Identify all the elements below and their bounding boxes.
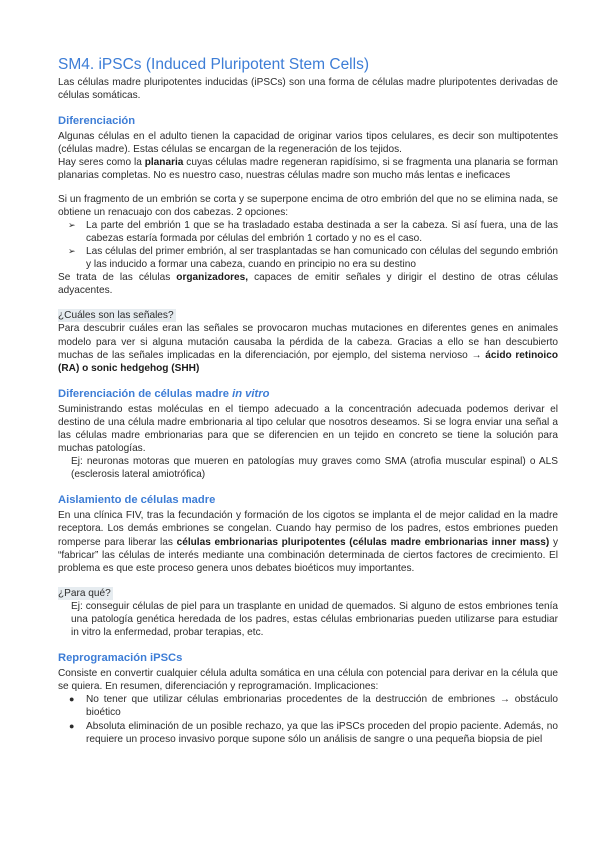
- aislamiento-example: Ej: conseguir células de piel para un trasplante en unidad de quemados. Si alguno de estos embriones tenía una patología genética heredada de los padres, estas células embrionarias pueden utilizarse para estudiar in vitro la enfermedad, probar terapias, etc.: [71, 600, 558, 639]
- section-heading-reprogramacion: Reprogramación iPSCs: [58, 652, 183, 665]
- in-vitro-paragraph: Suministrando estas moléculas en el tiempo adecuado a la concentración adecuada podemos derivar el destino de una célula madre embrionaria al tipo celular que nosotros deseamos. Si se logra enviar una señal a las células madre embrionarias para que se diferencien en un tejido en concreto se tiene la solución para muchas patologías.: [58, 403, 558, 455]
- pluripotent-cells-term: células embrionarias pluripotentes (células madre embrionarias inner mass): [176, 536, 550, 548]
- section-heading-diferenciacion: Diferenciación: [58, 115, 136, 128]
- arrow-bullet-icon: ➢: [68, 245, 76, 256]
- bullet-icon: ●: [69, 720, 75, 731]
- arrow-bullet-icon: ➢: [68, 219, 76, 230]
- diferenciacion-paragraph-2: Hay seres como la planaria cuyas células madre regeneran rapidísimo, si se fragmenta una planaria se forman planarias completas. No es nuestro caso, nuestras células madre son mucho más lentas e ineficaces: [58, 157, 558, 182]
- aislamiento-paragraph: En una clínica FIV, tras la fecundación y formación de los cigotos se implanta el de mejor calidad en la madre receptora. Los demás embriones se congelan. Cuando hay permiso de los padres, estos embriones pueden romperse para liberar las células embrionarias pluripotentes (células madre embrionarias inner mass) y “fabricar” las células de interés mediante una combinación determinada de ciertos factores de crecimiento. El problema es que este proceso genera unos debates bioéticos muy importantes.: [58, 510, 558, 574]
- intro-paragraph: Las células madre pluripotentes inducidas (iPSCs) son una forma de células madre pluripotentes derivadas de células somáticas.: [58, 77, 558, 102]
- bullet-icon: ●: [69, 694, 75, 705]
- option-item: ➢ Las células del primer embrión, al ser trasplantadas se han comunicado con células del segundo embrión y las inducido a formar una cabeza, cuando en principio no era su destino: [68, 245, 558, 271]
- diferenciacion-paragraph-5: Para descubrir cuáles eran las señales se provocaron muchas mutaciones en diferentes genes en animales modelo para ver si alguna mutación causaba la pérdida de la cabeza. Gracias a ello se han descubierto muchas de las señales implicadas en la diferenciación, por ejemplo, del sistema nervioso → ácido retinoico (RA) o sonic hedgehog (SHH): [58, 323, 558, 374]
- question-para-que: ¿Para qué?: [58, 587, 111, 599]
- signals-term: ácido retinoico (RA) o sonic hedgehog (SHH): [58, 349, 558, 374]
- planaria-term: planaria: [144, 157, 184, 169]
- options-list: [58, 219, 558, 271]
- section-heading-in-vitro: Diferenciación de células madre in vitro: [58, 387, 270, 400]
- question-senales: ¿Cuáles son las señales?: [58, 310, 174, 322]
- page-title: SM4. iPSCs (Induced Pluripotent Stem Cells): [58, 56, 369, 73]
- reprogramacion-paragraph: Consiste en convertir cualquier célula adulta somática en una célula con potencial para derivar en la célula que se quiera. En resumen, diferenciación y reprogramación. Implicaciones:: [58, 668, 558, 693]
- option-item: ➢ La parte del embrión 1 que se ha trasladado estaba destinada a ser la cabeza. Si así fuera, una de las cabezas estaría formada por células del embrión 1 cortado y no es el caso.: [68, 219, 558, 244]
- diferenciacion-paragraph-3: Si un fragmento de un embrión se corta y se superpone encima de otro embrión del que no se elimina nada, se obtiene un renacuajo con dos cabezas. 2 opciones:: [58, 193, 558, 218]
- organizadores-term: organizadores,: [176, 272, 249, 284]
- implications-list: [58, 693, 558, 745]
- list-item: ● Absoluta eliminación de un posible rechazo, ya que las iPSCs proceden del propio paciente. Además, no requiere un proceso invasivo porque supone sólo un análisis de sangre o una pequeña biopsia de piel: [69, 720, 558, 745]
- in-vitro-example: Ej: neuronas motoras que mueren en patologías muy graves como SMA (atrofia muscular espinal) o ALS (esclerosis lateral amiotrófica): [71, 456, 558, 481]
- section-heading-aislamiento: Aislamiento de células madre: [58, 494, 216, 507]
- diferenciacion-paragraph-1: Algunas células en el adulto tienen la capacidad de originar varios tipos celulares, es decir son multipotentes (células madre). Estas células se encargan de la regeneración de los tejidos.: [58, 131, 558, 156]
- diferenciacion-paragraph-4: Se trata de las células organizadores, capaces de emitir señales y dirigir el destino de otras células adyacentes.: [58, 272, 558, 297]
- list-item: ● No tener que utilizar células embrionarias procedentes de la destrucción de embriones → obstáculo bioético: [69, 694, 558, 719]
